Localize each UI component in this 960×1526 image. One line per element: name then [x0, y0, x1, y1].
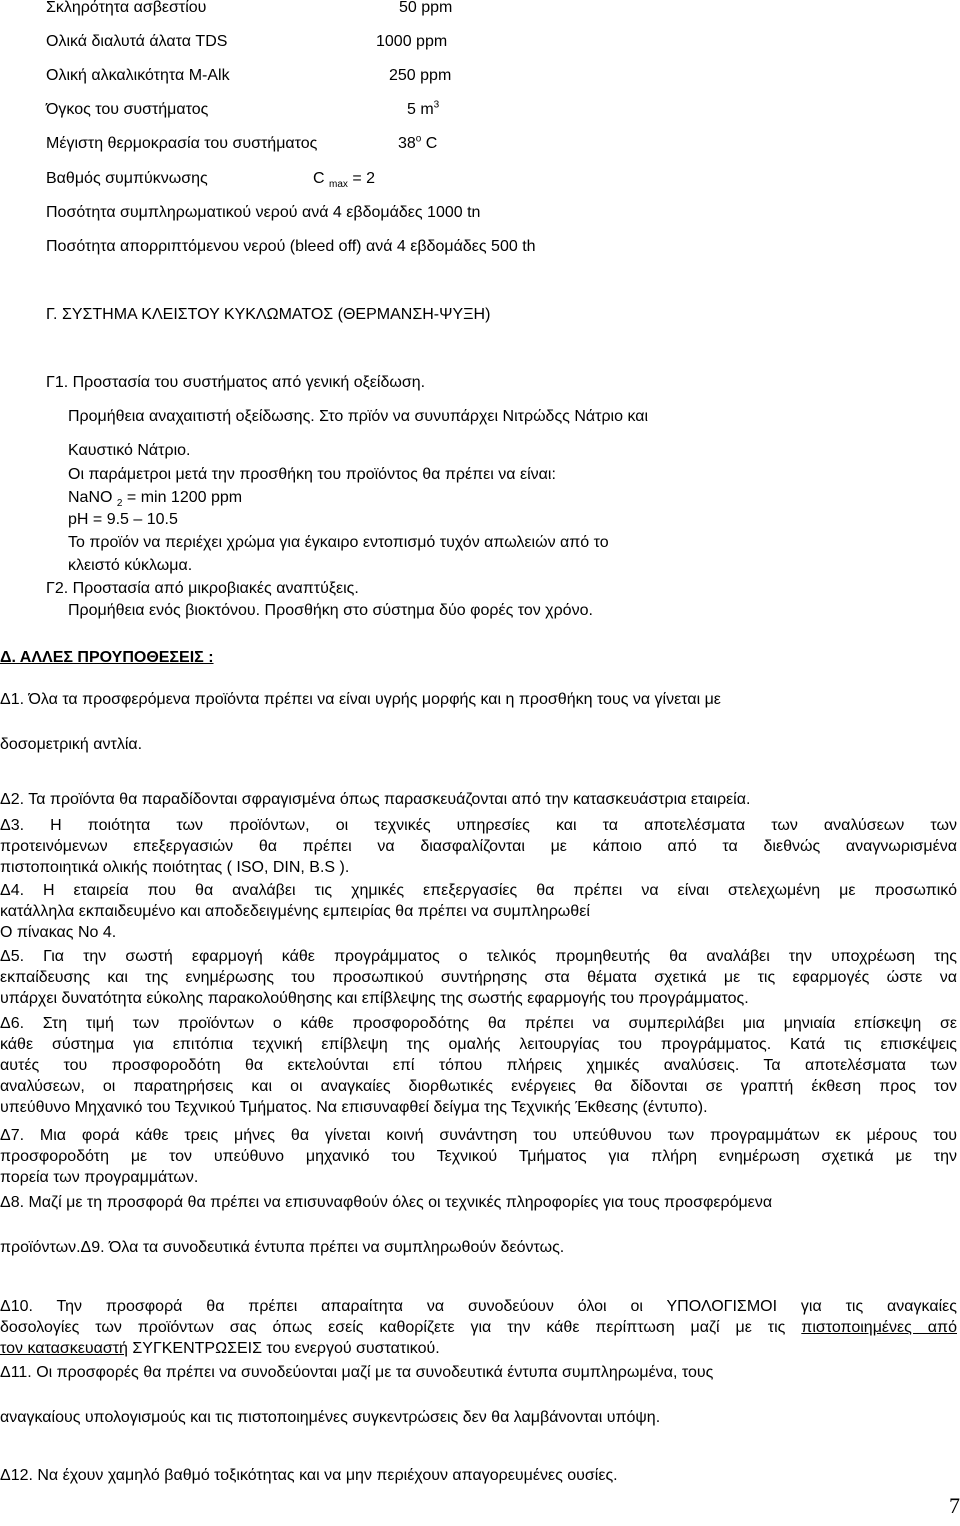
d6-paragraph: Δ6. Στη τιμή των προϊόντων ο κάθε προσφοροδότης θα πρέπει να συμπεριλάβει μια μηνιαία επίσκεψη σε κάθε σύστημα για επιτόπια τεχνική επίβλεψη της ομαλής λειτουργίας του προγράμματος. Κατά τις επισκέψεις αυτές του προσφοροδότη θα εκτελούνται επί τόπου πλήρεις χημικές αναλύσεις. Τα αποτελέσματα των αναλύσεων, οι παρατηρήσεις και οι αναγκαίες διορθωτικές ενέργειες θα δίδονται σε γραπτή έκθεση προς τον υπεύθυνο Μηχανικό του Τεχνικού Τμήματος. Να επισυναφθεί δείγμα της Τεχνικής Έκθεσης (έντυπο). — [0, 1015, 957, 1116]
param-value-volume: 5 $m^3$ — [407, 99, 440, 118]
g2-title: Γ2. Προστασία από μικροβιακές αναπτύξεις. — [46, 580, 359, 597]
d12-paragraph: Δ12. Να έχουν χαμηλό βαθμό τοξικότητας και να μην περιέχουν απαγορευμένες ουσίες. — [0, 1467, 618, 1484]
d2-paragraph: Δ2. Τα προϊόντα θα παραδίδονται σφραγισμένα όπως παρασκευάζονται από την κατασκευάστρια εταιρεία. — [0, 791, 751, 808]
d10-paragraph: Δ10. Την προσφορά θα πρέπει απαραίτητα να συνοδεύουν όλοι οι ΥΠΟΛΟΓΙΣΜΟΙ για τις αναγκαίες δοσολογίες των προϊόντων σας όπως εσείς καθορίζετε για την κάθε περίπτωση μαζί με τις πιστοποιημένες από τον κατασκευαστή ΣΥΓΚΕΝΤΡΩΣΕΙΣ του ενεργού συστατικού. — [0, 1298, 957, 1357]
param-label-concentration: Βαθμός συμπύκνωσης — [46, 170, 208, 187]
page-number: 7 — [949, 1493, 960, 1518]
param-value-hardness: 50 ppm — [399, 0, 453, 16]
param-label-tds: Ολικά διαλυτά άλατα TDS — [46, 33, 228, 50]
g1-line-5: κλειστό κύκλωμα. — [68, 557, 193, 574]
section-d-title: Δ. ΑΛΛΕΣ ΠΡΟΥΠΟΘΕΣΕΙΣ : — [0, 649, 214, 666]
d1-line-2: δοσομετρική αντλία. — [0, 736, 143, 753]
g1-line-2: Καυστικό Νάτριο. — [68, 442, 191, 459]
g2-line-1: Προμήθεια ενός βιοκτόνου. Προσθήκη στο σύστημα δύο φορές τον χρόνο. — [68, 602, 593, 619]
param-label-max-temp: Μέγιστη θερμοκρασία του συστήματος — [46, 135, 318, 152]
param-label-volume: Όγκος του συστήματος — [46, 101, 209, 118]
section-g-title: Γ. ΣΥΣΤΗΜΑ ΚΛΕΙΣΤΟΥ ΚΥΚΛΩΜΑΤΟΣ (ΘΕΡΜΑΝΣΗ-ΨΥΞΗ) — [46, 306, 491, 323]
d3-paragraph: Δ3. Η ποιότητα των προϊόντων, οι τεχνικές υπηρεσίες και τα αποτελέσματα των αναλύσεων των προτεινόμενων επεξεργασιών θα πρέπει να διασφαλίζονται με κάποιο από τα διεθνώς αναγνωρισμένα πιστοποιητικά ολικής ποιότητας ( ISO, DIN, B.S ). — [0, 817, 957, 876]
d5-paragraph: Δ5. Για την σωστή εφαρμογή κάθε προγράμματος ο τελικός προμηθευτής θα αναλάβει την υποχρέωση της εκπαίδευσης και της ενημέρωσης του προσωπικού συντήρησης στα θέματα σχετικά με τις εφαρμογές ώστε να υπάρχει δυνατότητα εύκολης παρακολούθησης και επίβλεψης της σωστής εφαρμογής του προγράμματος. — [0, 948, 957, 1007]
param-value-max-temp: 38$^o$ C — [398, 133, 438, 152]
d7-paragraph: Δ7. Μια φορά κάθε τρεις μήνες θα γίνεται κοινή συνάντηση του υπεύθυνου των προγραμμάτων εκ μέρους του προσφοροδότη με τον υπεύθυνο μηχανικό του Τεχνικού Τμήματος για πλήρη ενημέρωση σχετικά με την πορεία των προγραμμάτων. — [0, 1127, 957, 1186]
param-label-alkalinity: Ολική αλκαλικότητα M-Alk — [46, 67, 230, 84]
d4-paragraph: Δ4. Η εταιρεία που θα αναλάβει τις χημικές επεξεργασίες θα πρέπει να είναι στελεχωμένη με προσωπικό κατάλληλα εκπαιδευμένο και αποδεδειγμένης εμπειρίας θα πρέπει να συμπληρωθεί Ο πίνακας Νο 4. — [0, 882, 957, 941]
param-value-tds: 1000 ppm — [376, 33, 448, 50]
d1-line-1: Δ1. Όλα τα προσφερόμενα προϊόντα πρέπει να είναι υγρής μορφής και η προσθήκη τους να γίνεται με — [0, 691, 721, 708]
g1-line-3: Οι παράμετροι μετά την προσθήκη του προϊόντος θα πρέπει να είναι: — [68, 466, 556, 483]
param-label-hardness: Σκληρότητα ασβεστίου — [46, 0, 207, 16]
g1-ph: pH = 9.5 – 10.5 — [68, 511, 178, 528]
g1-title: Γ1. Προστασία του συστήματος από γενική οξείδωση. — [46, 374, 426, 391]
d8-line-1: Δ8. Μαζί με τη προσφορά θα πρέπει να επισυναφθούν όλες οι τεχνικές πληροφορίες για τους προσφερόμενα — [0, 1194, 773, 1211]
g1-line-1: Προμήθεια αναχαιτιστή οξείδωσης. Στο πρϊόν να συνυπάρχει Νιτρώδςς Νάτριο και — [68, 408, 649, 425]
g1-line-4: Το προϊόν να περιέχει χρώμα για έγκαιρο εντοπισμό τυχόν απωλειών από το — [68, 534, 609, 551]
d11-line-2: αναγκαίους υπολογισμούς και τις πιστοποιημένες συγκεντρώσεις δεν θα λαμβάνονται υπόψη. — [0, 1409, 661, 1426]
param-value-concentration: C $_{max}$ = 2 — [313, 170, 376, 191]
d8-d9-line: προϊόντων.Δ9. Όλα τα συνοδευτικά έντυπα πρέπει να συμπληρωθούν δεόντως. — [0, 1239, 565, 1256]
makeup-water-line: Ποσότητα συμπληρωματικού νερού ανά 4 εβδομάδες 1000 tn — [46, 204, 481, 221]
d11-line-1: Δ11. Οι προσφορές θα πρέπει να συνοδεύονται μαζί με τα συνοδευτικά έντυπα συμπληρωμένα, τους — [0, 1364, 714, 1381]
bleed-off-line: Ποσότητα απορριπτόμενου νερού (bleed off) ανά 4 εβδομάδες 500 th — [46, 238, 536, 255]
g1-nano2: NaNO $_2$ = min 1200 ppm — [68, 489, 243, 510]
param-value-alkalinity: 250 ppm — [389, 67, 452, 84]
